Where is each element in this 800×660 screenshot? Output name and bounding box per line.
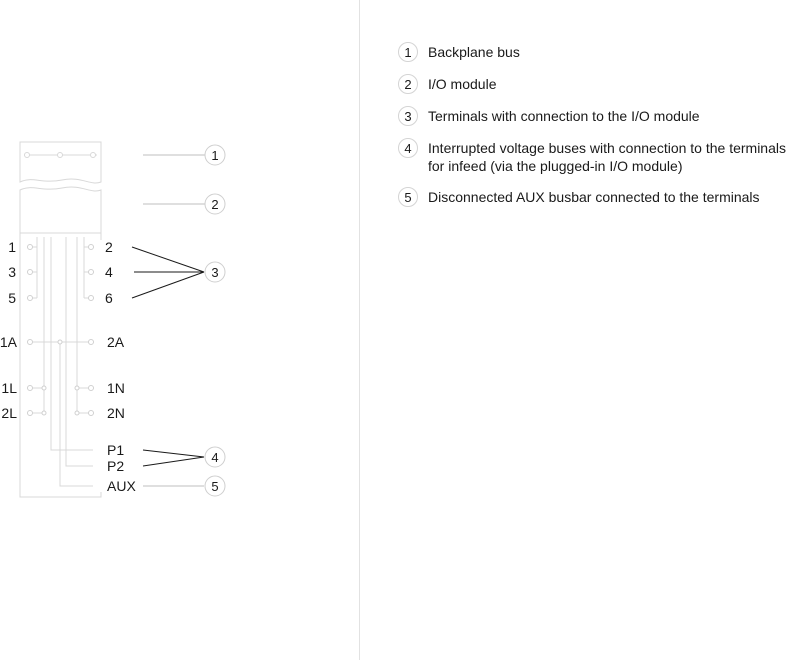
terminal-point-2A [89,340,94,345]
terminal-point-1N [89,386,94,391]
legend-text: Backplane bus [428,44,520,60]
terminal-point-1A [28,340,33,345]
terminal-label-1: 1 [8,239,16,255]
terminal-label-3: 3 [8,264,16,280]
junction-2N [75,411,79,415]
terminal-label-1L: 1L [1,380,17,396]
svg-text:3: 3 [211,265,219,280]
svg-text:4: 4 [211,450,219,465]
callout-3 [205,262,225,282]
svg-text:1: 1 [211,148,219,163]
terminal-point-2N [89,411,94,416]
legend-item [398,138,800,175]
legend-number: 2 [398,74,418,94]
junction-aux [58,340,62,344]
terminal-point-5 [28,296,33,301]
terminal-point-2L [28,411,33,416]
terminal-point-1 [28,245,33,250]
legend-number: 5 [398,187,418,207]
legend-text: Disconnected AUX busbar connected to the terminals [428,189,760,205]
terminal-label-P1: P1 [107,442,125,458]
terminal-label-2L: 2L [1,405,17,421]
legend-item [398,106,800,126]
legend-item [398,74,800,94]
svg-text:2: 2 [211,197,219,212]
junction-1L [42,386,46,390]
internal-wiring [30,237,93,486]
legend-text: Terminals with connection to the I/O module [428,108,700,124]
terminal-label-2: 2 [105,239,113,255]
callout-1 [205,145,225,165]
terminal-point-4 [89,270,94,275]
terminal-label-1A: 1A [0,334,17,350]
legend-text: Interrupted voltage buses with connection to the terminals for infeed (via the plugged-in I/O module) [428,140,786,174]
legend-item [398,42,800,62]
junction-1N [75,386,79,390]
terminal-label-5: 5 [8,290,16,306]
terminal-label-P2: P2 [107,458,125,474]
junction-2L [42,411,46,415]
callout-4 [205,447,225,467]
callout-2 [205,194,225,214]
callout-badges [205,145,225,496]
terminal-point-1L [28,386,33,391]
legend-number: 1 [398,42,418,62]
terminal-point-3 [28,270,33,275]
terminal-label-2N: 2N [107,405,125,421]
legend-item [398,187,800,207]
legend-number: 3 [398,106,418,126]
leader-lines [132,155,205,486]
backplane-bus [20,142,101,183]
column-divider [359,0,360,660]
terminal-point-6 [89,296,94,301]
terminal-label-6: 6 [105,290,113,306]
legend [398,42,800,219]
io-module [20,187,101,233]
legend-number: 4 [398,138,418,158]
terminal-label-4: 4 [105,264,113,280]
svg-text:5: 5 [211,479,219,494]
terminal-label-1N: 1N [107,380,125,396]
terminal-label-AUX: AUX [107,478,136,494]
legend-text: I/O module [428,76,497,92]
terminal-point-2 [89,245,94,250]
terminal-label-2A: 2A [107,334,125,350]
callout-5 [205,476,225,496]
